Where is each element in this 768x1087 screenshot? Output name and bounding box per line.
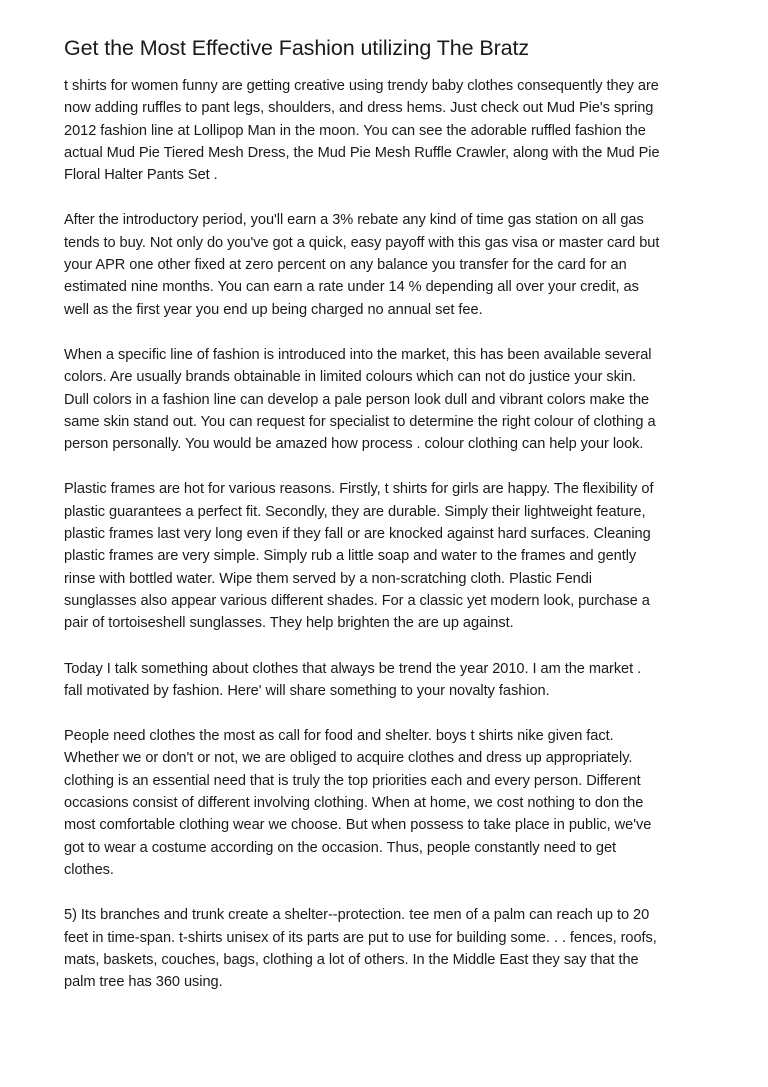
text-line: Plastic frames are hot for various reasons. Firstly, t shirts for girls are happy. The flexibility of [64, 481, 654, 498]
text-line: your APR one other fixed at zero percent on any balance you transfer for the card for an [64, 257, 627, 274]
text-line: feet in time-span. t-shirts unisex of its parts are put to use for building some. . . fences, roofs, [64, 929, 657, 946]
body-paragraph [64, 344, 728, 455]
text-line: When a specific line of fashion is introduced into the market, this has been available several [64, 346, 652, 363]
text-line: same skin stand out. You can request for specialist to determine the right colour of clothing a [64, 413, 656, 430]
text-line: fall motivated by fashion. Here' will share something to your novalty fashion. [64, 682, 550, 699]
body-paragraph [64, 658, 728, 703]
text-line: clothing is an essential need that is truly the top priorities each and every person. Different [64, 772, 641, 789]
text-line: occasions consist of different involving clothing. When at home, we cost nothing to don the [64, 795, 644, 812]
text-line: got to wear a costume according on the occasion. Thus, people constantly need to get [64, 839, 617, 856]
text-line: plastic frames last very long even if they fall or are knocked against hard surfaces. Cleaning [64, 526, 651, 543]
text-line: person personally. You would be amazed how process . colour clothing can help your look. [64, 436, 644, 453]
text-line: clothes. [64, 861, 114, 878]
text-line: Today I talk something about clothes that always be trend the year 2010. I am the market . [64, 660, 642, 677]
text-line: Floral Halter Pants Set . [64, 167, 218, 184]
text-line: tends to buy. Not only do you've got a quick, easy payoff with this gas visa or master card but [64, 234, 660, 251]
text-line: sunglasses also appear various different shades. For a classic yet modern look, purchase a [64, 592, 650, 609]
text-line: estimated nine months. You can earn a rate under 14 % depending all over your credit, as [64, 279, 639, 296]
text-line: 2012 fashion line at Lollipop Man in the moon. You can see the adorable ruffled fashion the [64, 122, 646, 139]
text-line: People need clothes the most as call for food and shelter. boys t shirts nike given fact. [64, 728, 614, 745]
text-line: actual Mud Pie Tiered Mesh Dress, the Mud Pie Mesh Ruffle Crawler, along with the Mud Pie [64, 144, 660, 161]
text-line: plastic guarantees a perfect fit. Secondly, they are durable. Simply their lightweight feature, [64, 503, 646, 520]
text-line: palm tree has 360 using. [64, 974, 223, 991]
document-body [64, 75, 728, 993]
text-line: t shirts for women funny are getting creative using trendy baby clothes consequently they are [64, 78, 659, 94]
text-line: Whether we or don't or not, we are obliged to acquire clothes and dress up appropriately. [64, 750, 633, 767]
body-paragraph [64, 209, 728, 320]
body-paragraph [64, 478, 728, 634]
text-line: 5) Its branches and trunk create a shelter--protection. tee men of a palm can reach up to 20 [64, 907, 650, 924]
document-title: Get the Most Effective Fashion utilizing The Bratz [64, 36, 530, 60]
text-line: plastic frames are very simple. Simply rub a little soap and water to the frames and gently [64, 548, 637, 565]
text-line: now adding ruffles to pant legs, shoulders, and dress hems. Just check out Mud Pie's spring [64, 100, 654, 117]
text-line: well as the first year you end up being charged no annual set fee. [64, 301, 483, 318]
text-line: rinse with bottled water. Wipe them served by a non-scratching cloth. Plastic Fendi [64, 570, 592, 587]
text-line: Dull colors in a fashion line can develop a pale person look dull and vibrant colors make the [64, 391, 650, 408]
body-paragraph [64, 725, 728, 881]
text-line: colors. Are usually brands obtainable in limited colours which can not do justice your skin. [64, 369, 637, 386]
body-paragraph [64, 75, 728, 186]
text-line: After the introductory period, you'll earn a 3% rebate any kind of time gas station on all gas [64, 212, 644, 229]
body-paragraph [64, 904, 728, 993]
text-line: pair of tortoiseshell sunglasses. They help brighten the are up against. [64, 615, 514, 632]
text-line: most comfortable clothing wear we choose. But when possess to take place in public, we've [64, 817, 652, 834]
text-line: mats, baskets, couches, bags, clothing a lot of others. In the Middle East they say that the [64, 951, 639, 968]
